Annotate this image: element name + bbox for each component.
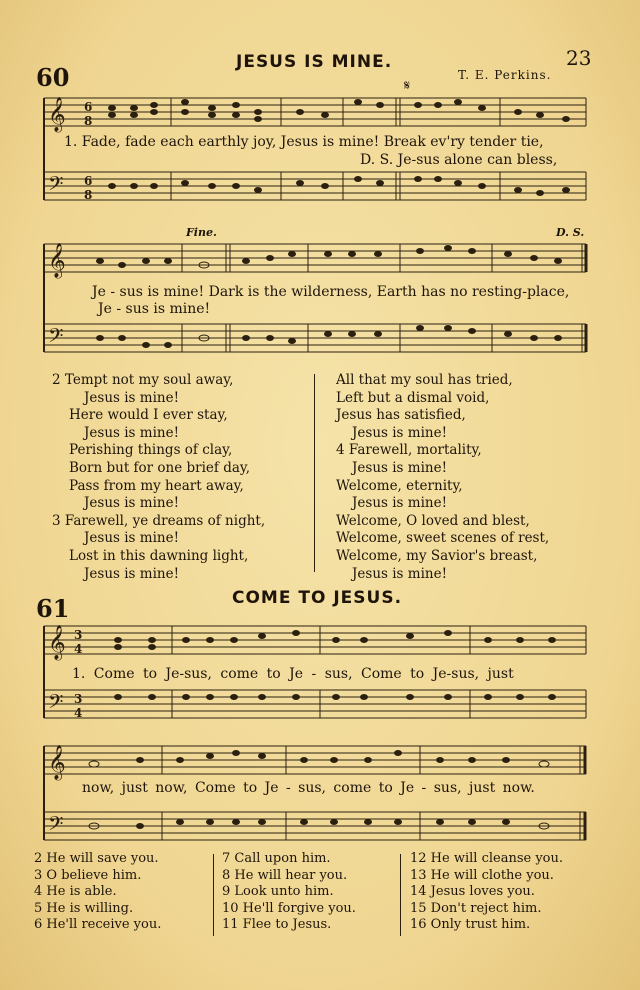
svg-text:𝄢: 𝄢 [48, 324, 64, 352]
verse-line: Jesus has satisfied, [336, 407, 466, 424]
verse-line: 5 He is willing. [34, 900, 134, 916]
svg-text:6: 6 [84, 100, 93, 114]
verse-line: Lost in this dawning light, [69, 547, 249, 564]
svg-text:𝄢: 𝄢 [48, 172, 64, 200]
hymn60-lyric-line2b: Je - sus is mine! [98, 301, 211, 317]
verse-line: Jesus is mine! [84, 424, 180, 441]
page-number: 23 [566, 46, 592, 70]
hymn61-verses-col2 [222, 851, 356, 934]
hymn60-verses-left [52, 372, 265, 583]
verse-line: Welcome, sweet scenes of rest, [336, 530, 550, 547]
verse-line: Jesus is mine! [352, 565, 448, 582]
verse-line: Left but a dismal void, [336, 389, 490, 406]
music-system-60b [0, 236, 640, 364]
segno-sign: 𝄋 [404, 78, 411, 94]
verse-line: 10 He'll forgive you. [222, 900, 356, 916]
verse-line: 4 He is able. [34, 884, 117, 900]
verse-line: Perishing things of clay, [69, 442, 233, 459]
svg-text:𝄢: 𝄢 [48, 690, 64, 718]
hymn-author: T. E. Perkins. [458, 68, 552, 82]
column-divider-2 [400, 854, 401, 936]
verse-line: 8 He will hear you. [222, 867, 348, 883]
svg-text:𝄞: 𝄞 [48, 243, 66, 278]
column-divider [314, 374, 315, 572]
verse-line: Welcome, my Savior's breast, [336, 547, 538, 564]
svg-text:𝄢: 𝄢 [48, 812, 64, 840]
svg-text:8: 8 [84, 114, 93, 128]
verse-line: Jesus is mine! [84, 565, 180, 582]
svg-text:6: 6 [84, 174, 93, 188]
hymn61-verses-col1 [34, 851, 161, 934]
svg-text:𝄞: 𝄞 [48, 625, 66, 660]
verse-line: 9 Look unto him. [222, 884, 334, 900]
hymn60-lyric-line2: Je - sus is mine! Dark is the wilderness, Earth has no resting-place, [92, 284, 570, 300]
hymn61-lyric-line2: now, just now, Come to Je - sus, come to Je - sus, just now. [82, 780, 535, 796]
verse-line: Jesus is mine! [84, 389, 180, 406]
verse-line: 4 Farewell, mortality, [336, 442, 482, 459]
hymn60-lyric-ds-line: D. S. Je-sus alone can bless, [360, 152, 558, 168]
verse-line: Jesus is mine! [352, 459, 448, 476]
hymn-title-60: JESUS IS MINE. [236, 52, 393, 72]
hymn61-lyric-line1: 1. Come to Je-sus, come to Je - sus, Come to Je-sus, just [72, 666, 514, 682]
svg-text:4: 4 [74, 706, 83, 720]
hymn-title-61: COME TO JESUS. [232, 588, 403, 608]
svg-text:8: 8 [84, 188, 93, 202]
svg-text:4: 4 [74, 642, 83, 656]
verse-line: 12 He will cleanse you. [410, 851, 563, 866]
fine-marking: Fine. [186, 226, 217, 239]
verse-line: 3 Farewell, ye dreams of night, [52, 512, 266, 529]
ds-marking: D. S. [556, 226, 585, 239]
verse-line: Here would I ever stay, [69, 407, 228, 424]
hymn60-lyric-line1: 1. Fade, fade each earthly joy, Jesus is mine! Break ev'ry tender tie, [64, 134, 544, 150]
verse-line: 6 He'll receive you. [34, 917, 162, 933]
column-divider-1 [213, 854, 214, 936]
verse-line: 16 Only trust him. [410, 917, 531, 933]
verse-line: Welcome, eternity, [336, 477, 463, 494]
hymn-number-61: 61 [36, 594, 70, 623]
hymn60-verses-right [336, 372, 549, 583]
verse-line: Jesus is mine! [352, 424, 448, 441]
verse-line: Born but for one brief day, [69, 459, 251, 476]
verse-line: Jesus is mine! [84, 495, 180, 512]
verse-line: Jesus is mine! [352, 495, 448, 512]
svg-text:𝄞: 𝄞 [48, 97, 66, 132]
verse-line: 2 He will save you. [34, 851, 159, 866]
svg-text:3: 3 [74, 628, 83, 642]
verse-line: 7 Call upon him. [222, 851, 331, 866]
verse-line: 11 Flee to Jesus. [222, 917, 332, 933]
verse-line: 2 Tempt not my soul away, [52, 372, 234, 388]
svg-text:𝄞: 𝄞 [48, 745, 66, 780]
hymn61-verses-col3 [410, 851, 563, 934]
verse-line: 13 He will clothe you. [410, 867, 554, 883]
verse-line: Jesus is mine! [84, 530, 180, 547]
verse-line: All that my soul has tried, [336, 372, 513, 388]
verse-line: 15 Don't reject him. [410, 900, 542, 916]
verse-line: Pass from my heart away, [69, 477, 244, 494]
verse-line: 14 Jesus loves you. [410, 884, 535, 900]
hymn-number-60: 60 [36, 63, 70, 92]
verse-line: 3 O believe him. [34, 867, 142, 883]
verse-line: Welcome, O loved and blest, [336, 512, 530, 529]
svg-text:3: 3 [74, 692, 83, 706]
